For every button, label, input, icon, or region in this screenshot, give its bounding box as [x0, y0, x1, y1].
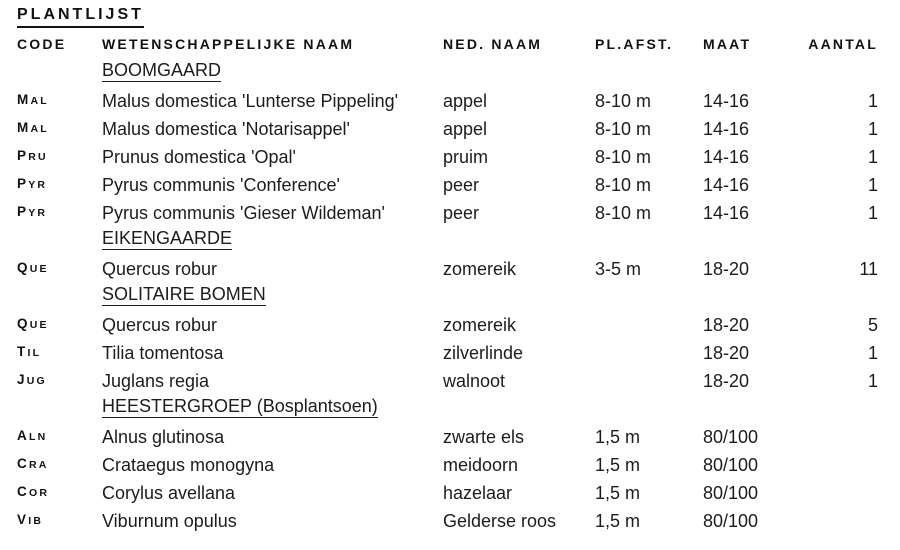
size-cell: 80/100	[703, 426, 759, 447]
table-row	[0, 450, 900, 478]
code-cell: ALN	[17, 428, 48, 443]
dutch-name-cell: zwarte els	[443, 426, 525, 447]
scientific-name-cell: Tilia tomentosa	[102, 342, 224, 363]
planting-distance-cell: 1,5 m	[595, 426, 641, 447]
code-cell: CRA	[17, 456, 49, 471]
dutch-name-cell: walnoot	[443, 370, 506, 391]
size-cell: 14-16	[703, 202, 750, 223]
dutch-name-cell: Gelderse roos	[443, 510, 557, 531]
table-row	[0, 198, 900, 226]
size-cell: 80/100	[703, 454, 759, 475]
page-title: PLANTLIJST	[17, 4, 144, 28]
section-row	[0, 394, 900, 422]
table-row	[0, 338, 900, 366]
size-cell: 14-16	[703, 118, 750, 139]
title-row	[0, 2, 900, 30]
quantity-cell: 1	[867, 174, 878, 195]
section-row	[0, 58, 900, 86]
table-row	[0, 366, 900, 394]
planting-distance-cell: 1,5 m	[595, 510, 641, 531]
code-cell: COR	[17, 484, 50, 499]
quantity-cell: 11	[859, 258, 878, 279]
quantity-cell: 1	[867, 202, 878, 223]
section-heading: EIKENGAARDE	[102, 228, 233, 248]
table-row	[0, 114, 900, 142]
size-cell: 14-16	[703, 174, 750, 195]
scientific-name-cell: Pyrus communis 'Conference'	[102, 174, 340, 195]
scientific-name-cell: Quercus robur	[102, 314, 218, 335]
code-cell: QUE	[17, 260, 49, 275]
dutch-name-cell: zilverlinde	[443, 342, 524, 363]
table-header-row	[0, 30, 900, 58]
dutch-name-cell: meidoorn	[443, 454, 519, 475]
planting-distance-cell: 3-5 m	[595, 258, 642, 279]
scientific-name-cell: Juglans regia	[102, 370, 210, 391]
dutch-name-cell: pruim	[443, 146, 489, 167]
dutch-name-cell: zomereik	[443, 258, 517, 279]
quantity-cell: 1	[867, 342, 878, 363]
scientific-name-cell: Pyrus communis 'Gieser Wildeman'	[102, 202, 385, 223]
quantity-cell: 1	[867, 146, 878, 167]
planting-distance-cell: 8-10 m	[595, 174, 652, 195]
section-row	[0, 282, 900, 310]
column-header-dutch-name: NED. NAAM	[443, 36, 543, 52]
size-cell: 18-20	[703, 314, 750, 335]
dutch-name-cell: peer	[443, 202, 480, 223]
scientific-name-cell: Viburnum opulus	[102, 510, 237, 531]
dutch-name-cell: appel	[443, 90, 488, 111]
table-row	[0, 254, 900, 282]
planting-distance-cell: 8-10 m	[595, 90, 652, 111]
size-cell: 18-20	[703, 258, 750, 279]
table-row	[0, 310, 900, 338]
size-cell: 18-20	[703, 342, 750, 363]
size-cell: 14-16	[703, 90, 750, 111]
planting-distance-cell: 8-10 m	[595, 202, 652, 223]
scientific-name-cell: Quercus robur	[102, 258, 218, 279]
table-row	[0, 506, 900, 534]
size-cell: 80/100	[703, 510, 759, 531]
code-cell: PYR	[17, 204, 48, 219]
scientific-name-cell: Malus domestica 'Lunterse Pippeling'	[102, 90, 399, 111]
planting-distance-cell: 8-10 m	[595, 118, 652, 139]
section-heading: HEESTERGROEP (Bosplantsoen)	[102, 396, 378, 416]
planting-distance-cell: 1,5 m	[595, 454, 641, 475]
quantity-cell: 1	[867, 370, 878, 391]
scientific-name-cell: Alnus glutinosa	[102, 426, 225, 447]
dutch-name-cell: zomereik	[443, 314, 517, 335]
scientific-name-cell: Corylus avellana	[102, 482, 236, 503]
code-cell: MAL	[17, 120, 49, 135]
planting-distance-cell: 8-10 m	[595, 146, 652, 167]
dutch-name-cell: hazelaar	[443, 482, 513, 503]
column-header-scientific-name: WETENSCHAPPELIJKE NAAM	[102, 36, 355, 52]
code-cell: TIL	[17, 344, 42, 359]
table-row	[0, 422, 900, 450]
scientific-name-cell: Crataegus monogyna	[102, 454, 275, 475]
code-cell: PYR	[17, 176, 48, 191]
column-header-code: CODE	[17, 36, 67, 52]
code-cell: VIB	[17, 512, 44, 527]
quantity-cell: 5	[867, 314, 878, 335]
table-row	[0, 86, 900, 114]
scientific-name-cell: Malus domestica 'Notarisappel'	[102, 118, 350, 139]
code-cell: MAL	[17, 92, 49, 107]
size-cell: 80/100	[703, 482, 759, 503]
section-heading: BOOMGAARD	[102, 60, 222, 80]
column-header-size: MAAT	[703, 36, 752, 52]
dutch-name-cell: peer	[443, 174, 480, 195]
section-heading: SOLITAIRE BOMEN	[102, 284, 266, 304]
column-header-planting-distance: PL.AFST.	[595, 36, 674, 52]
table-row	[0, 170, 900, 198]
table-row	[0, 478, 900, 506]
code-cell: PRU	[17, 148, 48, 163]
scientific-name-cell: Prunus domestica 'Opal'	[102, 146, 296, 167]
section-row	[0, 226, 900, 254]
code-cell: JUG	[17, 372, 47, 387]
size-cell: 18-20	[703, 370, 750, 391]
quantity-cell: 1	[867, 90, 878, 111]
column-header-quantity: AANTAL	[808, 36, 878, 52]
code-cell: QUE	[17, 316, 49, 331]
quantity-cell: 1	[867, 118, 878, 139]
table-row	[0, 142, 900, 170]
dutch-name-cell: appel	[443, 118, 488, 139]
planting-distance-cell: 1,5 m	[595, 482, 641, 503]
size-cell: 14-16	[703, 146, 750, 167]
